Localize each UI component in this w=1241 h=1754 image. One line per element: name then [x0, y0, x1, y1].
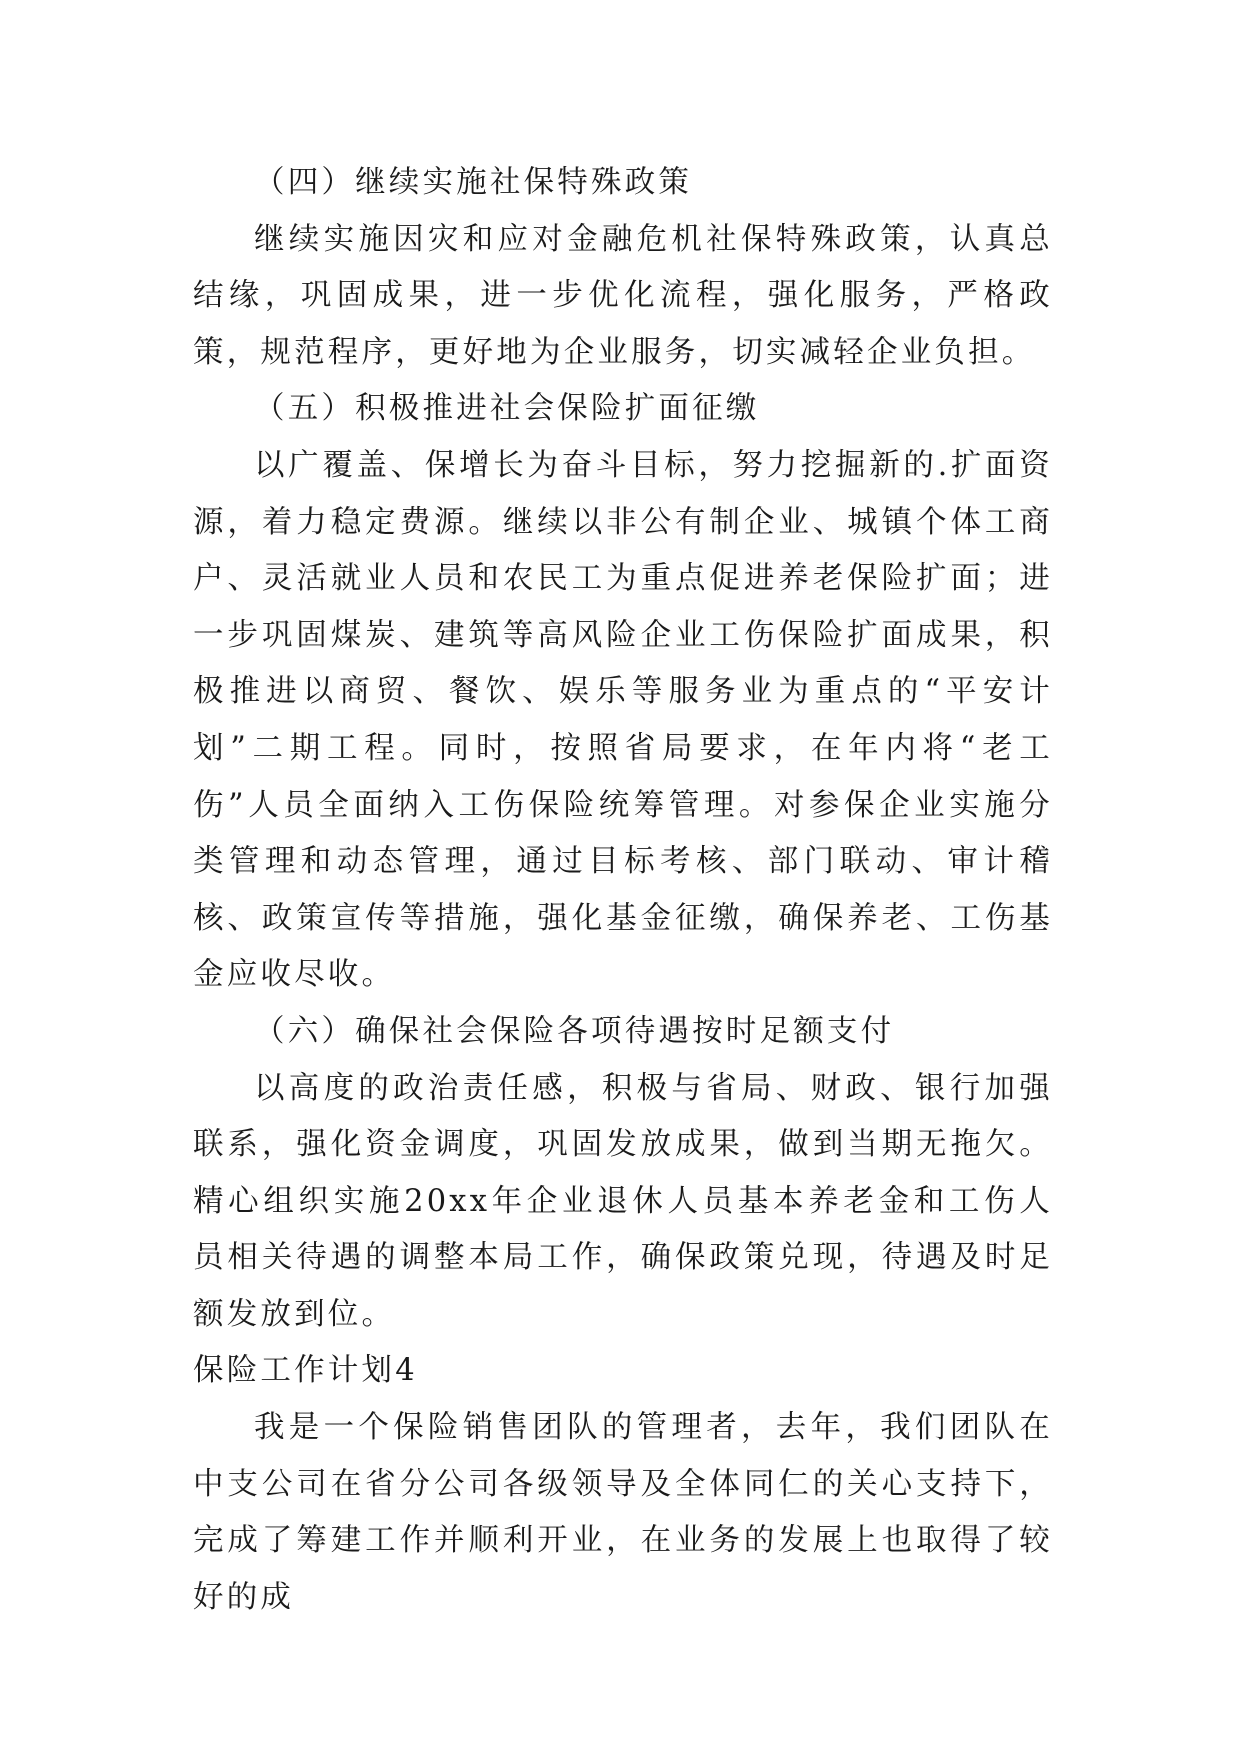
paragraph-7: 我是一个保险销售团队的管理者，去年，我们团队在中支公司在省分公司各级领导及全体同仁的关心支持下，完成了筹建工作并顺利开业，在业务的发展上也取得了较好的成 [193, 1410, 1053, 1615]
paragraph-6: 以高度的政治责任感，积极与省局、财政、银行加强联系，强化资金调度，巩固发放成果，做到当期无拖欠。精心组织实施20xx年企业退休人员基本养老金和工伤人员相关待遇的调整本局工作，确保政策兑现，待遇及时足额发放到位。 [193, 1070, 1053, 1332]
document-body [193, 155, 1053, 1626]
section-heading-4: （四）继续实施社保特殊政策 [254, 165, 693, 200]
paragraph-5: 以广覆盖、保增长为奋斗目标，努力挖掘新的.扩面资源，着力稳定费源。继续以非公有制企业、城镇个体工商户、灵活就业人员和农民工为重点促进养老保险扩面；进一步巩固煤炭、建筑等高风险企业工伤保险扩面成果，积极推进以商贸、餐饮、娱乐等服务业为重点的“平安计划”二期工程。同时，按照省局要求，在年内将“老工伤”人员全面纳入工伤保险统筹管理。对参保企业实施分类管理和动态管理，通过目标考核、部门联动、审计稽核、政策宣传等措施，强化基金征缴，确保养老、工伤基金应收尽收。 [193, 447, 1053, 993]
section-heading-6: （六）确保社会保险各项待遇按时足额支付 [254, 1013, 895, 1049]
document-section-title: 保险工作计划4 [193, 1353, 418, 1389]
paragraph-4: 继续实施因灾和应对金融危机社保特殊政策，认真总结缘，巩固成果，进一步优化流程，强化服务，严格政策，规范程序，更好地为企业服务，切实减轻企业负担。 [193, 221, 1053, 370]
section-heading-5: （五）积极推进社会保险扩面征缴 [254, 391, 760, 427]
